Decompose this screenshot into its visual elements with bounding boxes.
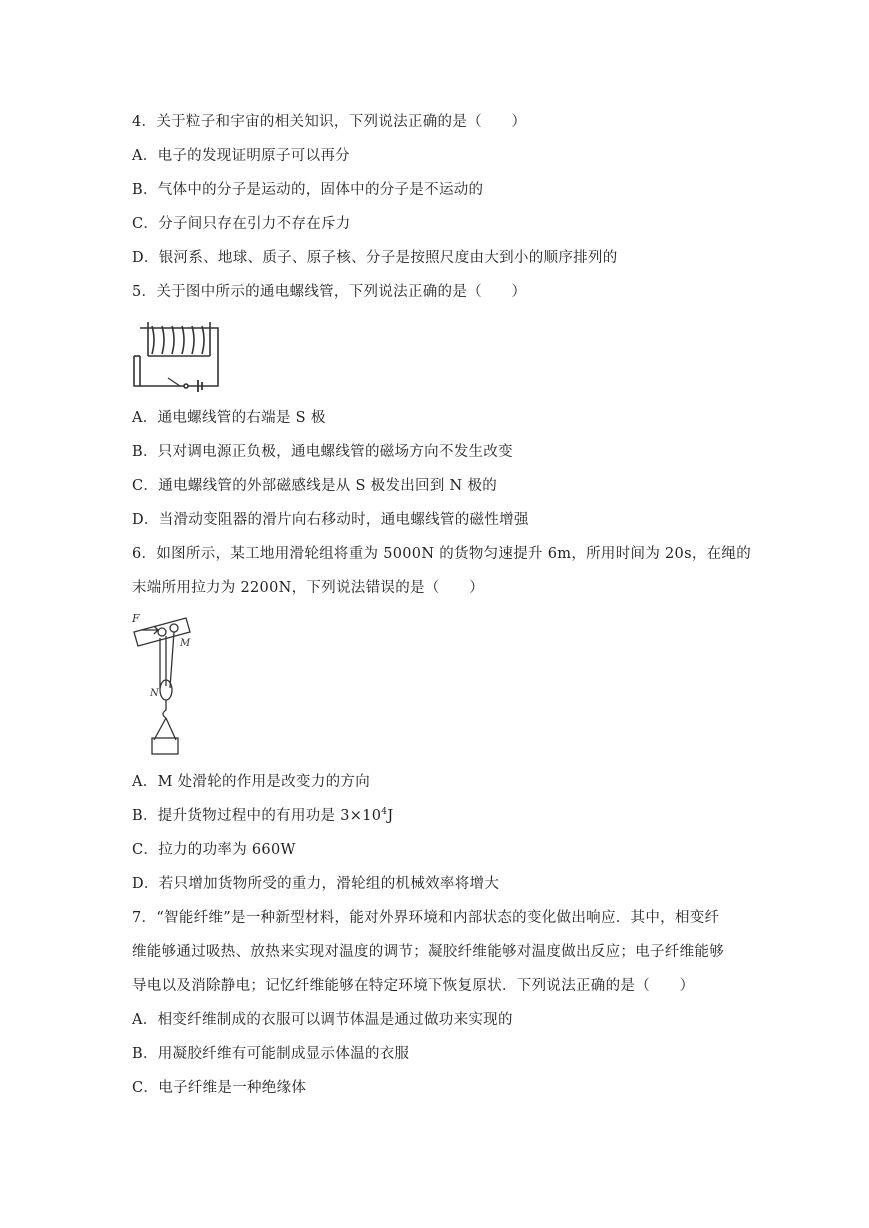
q5-option-d: D．当滑动变阻器的滑片向右移动时，通电螺线管的磁性增强 xyxy=(132,512,529,528)
q7-option-c: C．电子纤维是一种绝缘体 xyxy=(132,1080,307,1096)
q6-option-b-text: B．提升货物过程中的有用功是 3×10 xyxy=(132,808,382,824)
solenoid-circuit-figure xyxy=(128,316,228,392)
q7-option-a: A．相变纤维制成的衣服可以调节体温是通过做功来实现的 xyxy=(132,1012,513,1028)
force-label: F xyxy=(132,612,140,625)
q6-option-a: A．M 处滑轮的作用是改变力的方向 xyxy=(132,774,371,790)
q4-stem: 4．关于粒子和宇宙的相关知识，下列说法正确的是（ ） xyxy=(132,114,527,130)
q6-option-b xyxy=(132,806,393,826)
q6-option-b-unit: J xyxy=(387,808,394,824)
q4-option-b: B．气体中的分子是运动的，固体中的分子是不运动的 xyxy=(132,182,484,198)
pulley-n-label: N xyxy=(150,688,159,699)
q7-option-b: B．用凝胶纤维有可能制成显示体温的衣服 xyxy=(132,1046,410,1062)
q5-option-a: A．通电螺线管的右端是 S 极 xyxy=(132,410,326,426)
q4-option-d: D．银河系、地球、质子、原子核、分子是按照尺度由大到小的顺序排列的 xyxy=(132,250,618,266)
q5-option-b: B．只对调电源正负极，通电螺线管的磁场方向不发生改变 xyxy=(132,444,513,460)
q6-option-c: C．拉力的功率为 660W xyxy=(132,842,296,858)
q5-option-c: C．通电螺线管的外部磁感线是从 S 极发出回到 N 极的 xyxy=(132,478,498,494)
q4-option-a: A．电子的发现证明原子可以再分 xyxy=(132,148,350,164)
q7-stem-line-2: 维能够通过吸热、放热来实现对温度的调节；凝胶纤维能够对温度做出反应；电子纤维能够 xyxy=(132,944,724,960)
q7-stem-line-1: 7．“智能纤维”是一种新型材料，能对外界环境和内部状态的变化做出响应．其中，相变纤 xyxy=(132,910,720,926)
pulley-m-label: M xyxy=(180,638,191,649)
q6-stem-line-1: 6．如图所示，某工地用滑轮组将重为 5000N 的货物匀速提升 6m，所用时间为 20s，在绳的 xyxy=(132,546,752,562)
q5-stem: 5．关于图中所示的通电螺线管，下列说法正确的是（ ） xyxy=(132,284,527,300)
q4-option-c: C．分子间只存在引力不存在斥力 xyxy=(132,216,351,232)
q6-option-b-exponent: 4 xyxy=(381,807,388,818)
q6-option-d: D．若只增加货物所受的重力，滑轮组的机械效率将增大 xyxy=(132,876,500,892)
q6-stem-line-2: 末端所用拉力为 2200N，下列说法错误的是（ ） xyxy=(132,580,484,596)
q7-stem-line-3: 导电以及消除静电；记忆纤维能够在特定环境下恢复原状．下列说法正确的是（ ） xyxy=(132,978,695,994)
pulley-system-figure xyxy=(130,610,200,760)
